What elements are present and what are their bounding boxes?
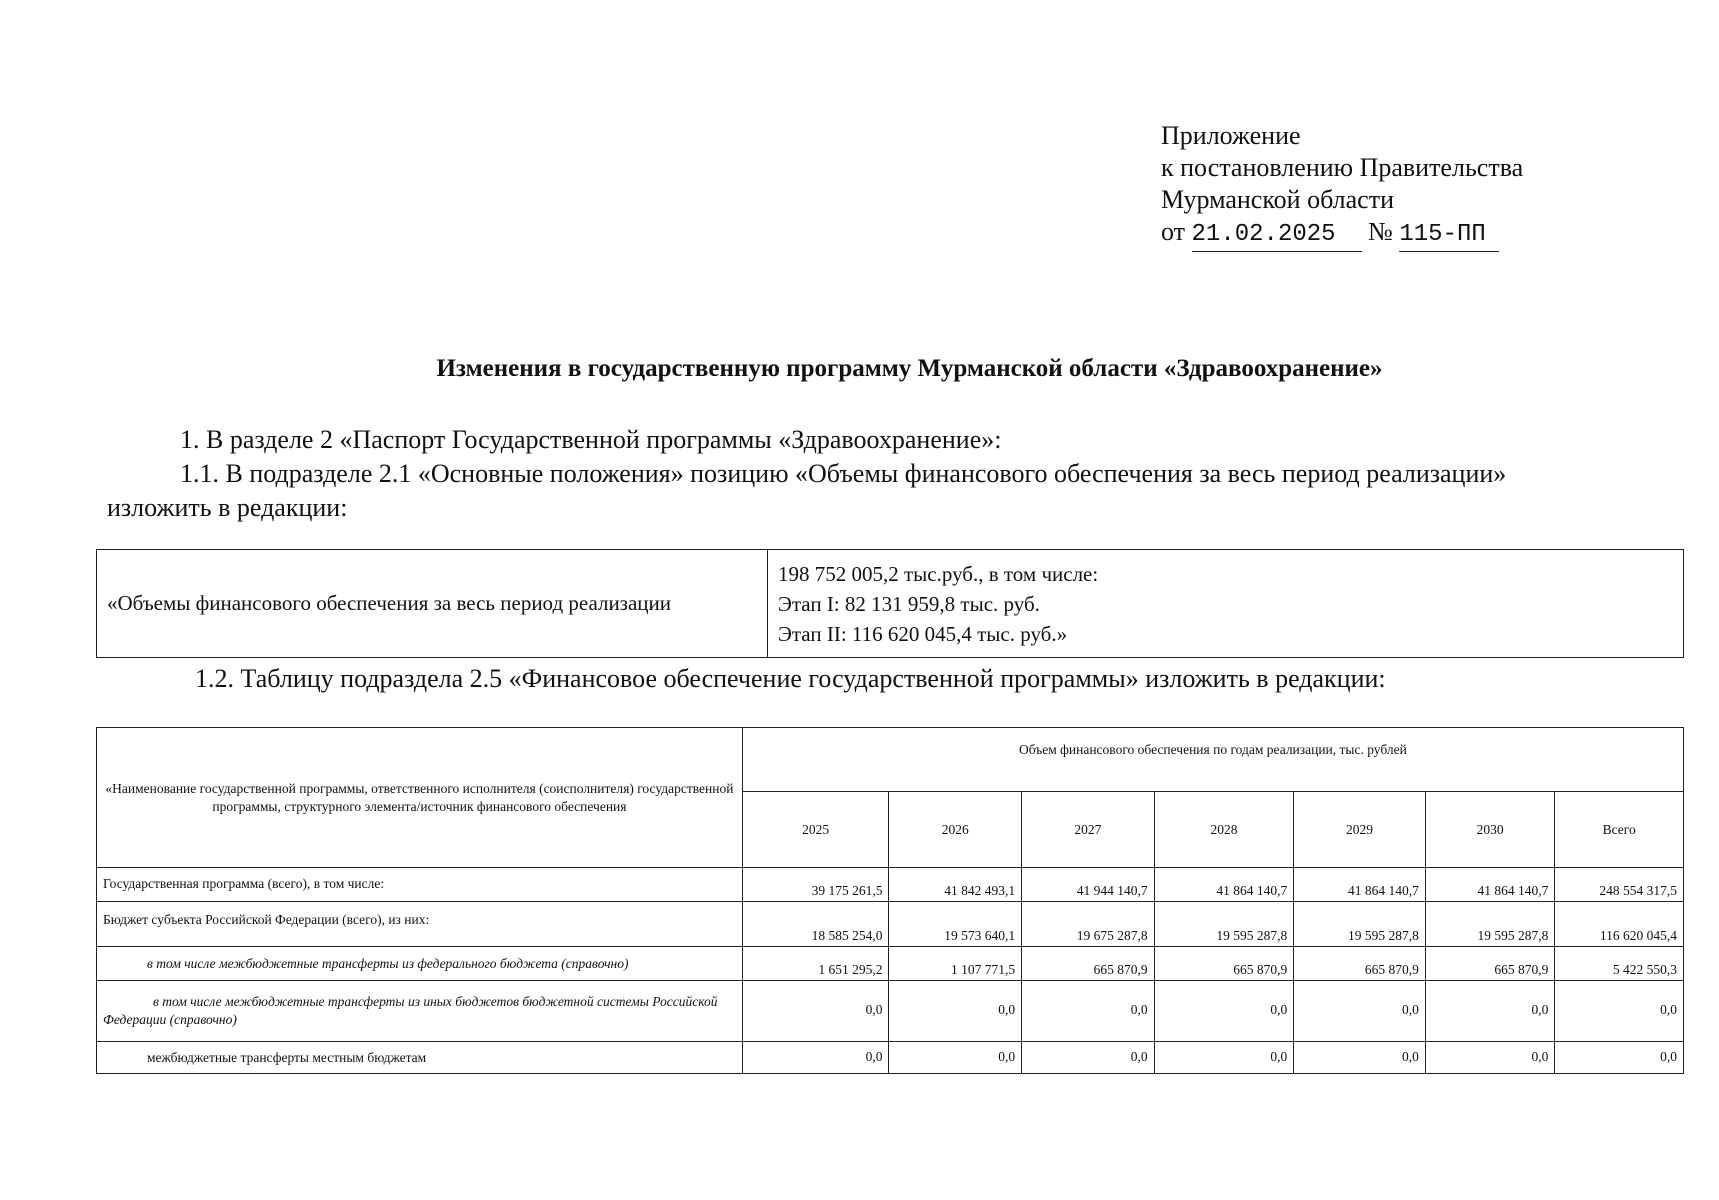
financing-volume-values bbox=[768, 550, 1684, 658]
row-value: 19 675 287,8 bbox=[1022, 902, 1155, 947]
row-label: в том числе межбюджетные трансферты из иных бюджетов бюджетной системы Российской Федерации (справочно) bbox=[97, 981, 743, 1042]
row-value: 1 107 771,5 bbox=[889, 947, 1022, 981]
paragraph-1: 1. В разделе 2 «Паспорт Государственной программы «Здравоохранение»: bbox=[180, 425, 1002, 454]
financing-stage-1: Этап I: 82 131 959,8 тыс. руб. bbox=[778, 591, 1040, 616]
row-value: 0,0 bbox=[742, 981, 889, 1042]
row-value: 0,0 bbox=[742, 1042, 889, 1074]
row-value: 19 573 640,1 bbox=[889, 902, 1022, 947]
year-header: 2028 bbox=[1154, 792, 1294, 868]
row-value: 41 864 140,7 bbox=[1294, 868, 1426, 902]
row-label: Государственная программа (всего), в том числе: bbox=[97, 868, 743, 902]
row-label: в том числе межбюджетные трансферты из федерального бюджета (справочно) bbox=[97, 947, 743, 981]
row-value: 19 595 287,8 bbox=[1294, 902, 1426, 947]
row-value: 116 620 045,4 bbox=[1555, 902, 1684, 947]
row-value: 5 422 550,3 bbox=[1555, 947, 1684, 981]
paragraph-1-1-line-2: изложить в редакции: bbox=[107, 493, 348, 522]
row-value: 18 585 254,0 bbox=[742, 902, 889, 947]
appendix-line-2: к постановлению Правительства bbox=[1161, 153, 1524, 182]
row-value: 665 870,9 bbox=[1154, 947, 1294, 981]
row-value: 248 554 317,5 bbox=[1555, 868, 1684, 902]
row-value: 0,0 bbox=[889, 981, 1022, 1042]
appendix-date-line bbox=[1161, 216, 1523, 252]
row-value: 19 595 287,8 bbox=[1154, 902, 1294, 947]
program-financing-table bbox=[96, 727, 1684, 1074]
paragraph-1-2: 1.2. Таблицу подраздела 2.5 «Финансовое обеспечение государственной программы» изложить в редакции: bbox=[195, 664, 1386, 693]
financing-total: 198 752 005,2 тыс.руб., в том числе: bbox=[778, 561, 1099, 586]
table-row bbox=[97, 902, 1684, 947]
row-value: 665 870,9 bbox=[1294, 947, 1426, 981]
row-label: межбюджетные трансферты местным бюджетам bbox=[97, 1042, 743, 1074]
row-value: 1 651 295,2 bbox=[742, 947, 889, 981]
year-header: 2030 bbox=[1425, 792, 1555, 868]
year-header: 2025 bbox=[742, 792, 889, 868]
row-value: 665 870,9 bbox=[1425, 947, 1555, 981]
paragraph-1-1-line-1: 1.1. В подразделе 2.1 «Основные положения» позицию «Объемы финансового обеспечения за весь период реализации» bbox=[180, 459, 1507, 488]
row-value: 0,0 bbox=[1154, 1042, 1294, 1074]
total-header: Всего bbox=[1555, 792, 1684, 868]
appendix-block bbox=[1161, 120, 1523, 252]
appendix-number: 115-ПП bbox=[1399, 219, 1499, 252]
row-value: 41 864 140,7 bbox=[1425, 868, 1555, 902]
year-header: 2029 bbox=[1294, 792, 1426, 868]
year-header: 2026 bbox=[889, 792, 1022, 868]
financing-volume-label: «Объемы финансового обеспечения за весь период реализации bbox=[97, 550, 768, 658]
row-value: 0,0 bbox=[889, 1042, 1022, 1074]
table-row bbox=[97, 981, 1684, 1042]
year-header: 2027 bbox=[1022, 792, 1155, 868]
appendix-line-3: Мурманской области bbox=[1161, 185, 1394, 214]
financing-stage-2: Этап II: 116 620 045,4 тыс. руб.» bbox=[778, 621, 1068, 646]
name-header: «Наименование государственной программы, ответственного исполнителя (соисполнителя) государственной программы, структурного элемента/источник финансового обеспечения bbox=[97, 728, 743, 868]
financing-volume-table bbox=[96, 549, 1684, 658]
row-value: 39 175 261,5 bbox=[742, 868, 889, 902]
appendix-date: 21.02.2025 bbox=[1192, 219, 1362, 252]
document-title: Изменения в государственную программу Мурманской области «Здравоохранение» bbox=[436, 355, 1383, 382]
table-row bbox=[97, 1042, 1684, 1074]
date-prefix: от bbox=[1161, 217, 1186, 246]
row-value: 0,0 bbox=[1555, 1042, 1684, 1074]
row-value: 0,0 bbox=[1555, 981, 1684, 1042]
row-label: Бюджет субъекта Российской Федерации (всего), из них: bbox=[97, 902, 743, 947]
row-value: 0,0 bbox=[1425, 1042, 1555, 1074]
row-value: 0,0 bbox=[1154, 981, 1294, 1042]
row-value: 41 944 140,7 bbox=[1022, 868, 1155, 902]
row-value: 41 842 493,1 bbox=[889, 868, 1022, 902]
row-value: 0,0 bbox=[1294, 1042, 1426, 1074]
row-value: 0,0 bbox=[1022, 981, 1155, 1042]
row-value: 0,0 bbox=[1294, 981, 1426, 1042]
row-value: 19 595 287,8 bbox=[1425, 902, 1555, 947]
number-prefix: № bbox=[1368, 217, 1393, 246]
row-value: 0,0 bbox=[1022, 1042, 1155, 1074]
row-value: 41 864 140,7 bbox=[1154, 868, 1294, 902]
appendix-line-1: Приложение bbox=[1161, 121, 1301, 150]
volume-header: Объем финансового обеспечения по годам реализации, тыс. рублей bbox=[742, 728, 1683, 792]
row-value: 0,0 bbox=[1425, 981, 1555, 1042]
row-value: 665 870,9 bbox=[1022, 947, 1155, 981]
table-row bbox=[97, 868, 1684, 902]
table-row bbox=[97, 947, 1684, 981]
